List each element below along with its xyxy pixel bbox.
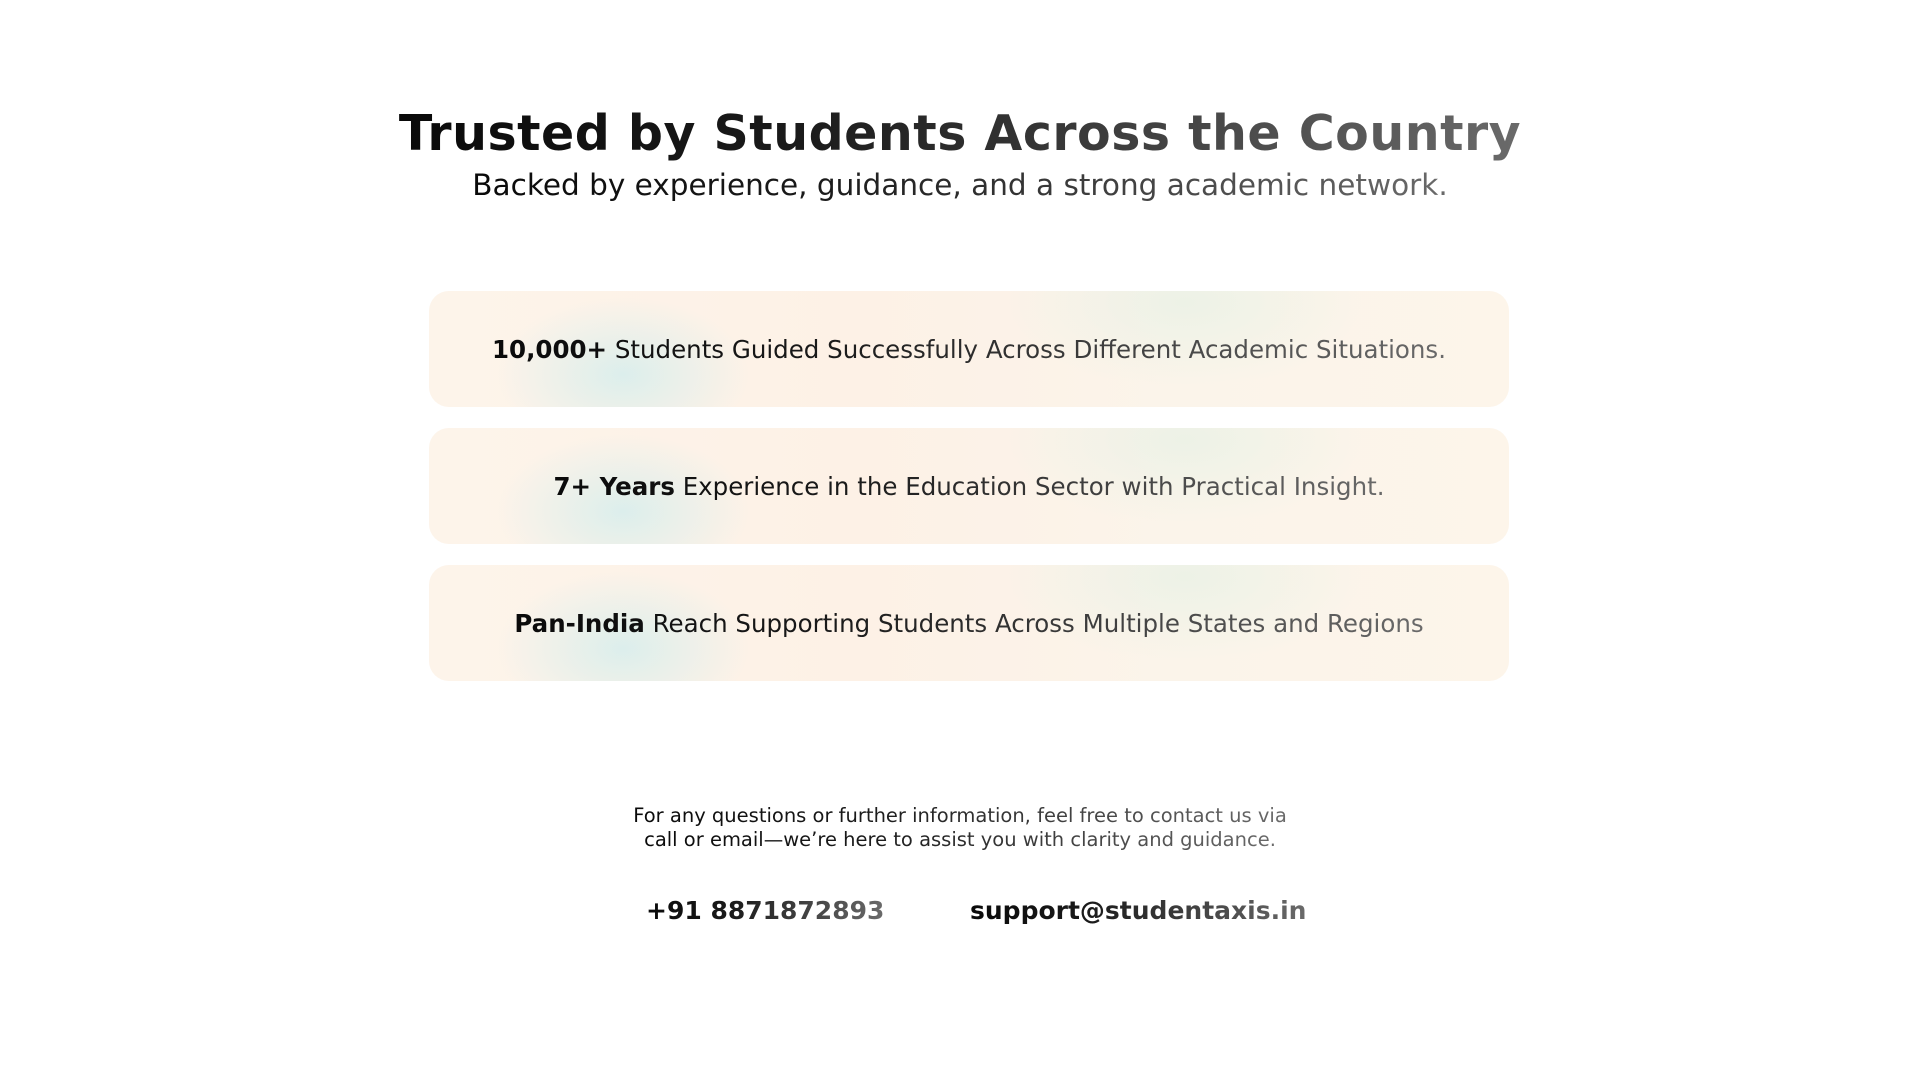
contact-note-line-1: For any questions or further information, feel free to contact us via bbox=[633, 804, 1287, 827]
highlight-figure: 7+ Years bbox=[553, 471, 675, 501]
highlight-text bbox=[492, 335, 1446, 364]
highlight-text bbox=[514, 609, 1423, 638]
contact-details bbox=[0, 893, 1920, 933]
highlights-list bbox=[429, 291, 1509, 702]
highlight-description: Reach Supporting Students Across Multiple States and Regions bbox=[644, 608, 1424, 638]
phone-link[interactable]: +91 8871872893 bbox=[646, 893, 884, 929]
email-link[interactable]: support@studentaxis.in bbox=[970, 893, 1306, 929]
highlight-text bbox=[553, 472, 1384, 501]
highlight-card-experience bbox=[429, 428, 1509, 544]
header bbox=[0, 103, 1920, 205]
highlight-card-students bbox=[429, 291, 1509, 407]
highlight-description: Students Guided Successfully Across Different Academic Situations. bbox=[607, 334, 1446, 364]
page-title: Trusted by Students Across the Country bbox=[399, 103, 1521, 165]
contact-note bbox=[0, 804, 1920, 852]
highlight-description: Experience in the Education Sector with Practical Insight. bbox=[674, 471, 1385, 501]
highlight-figure: Pan-India bbox=[514, 608, 645, 638]
highlight-figure: 10,000+ bbox=[492, 334, 608, 364]
highlight-card-reach bbox=[429, 565, 1509, 681]
page-subtitle: Backed by experience, guidance, and a strong academic network. bbox=[472, 165, 1447, 205]
contact-note-line-2: call or email—we’re here to assist you with clarity and guidance. bbox=[644, 828, 1276, 851]
